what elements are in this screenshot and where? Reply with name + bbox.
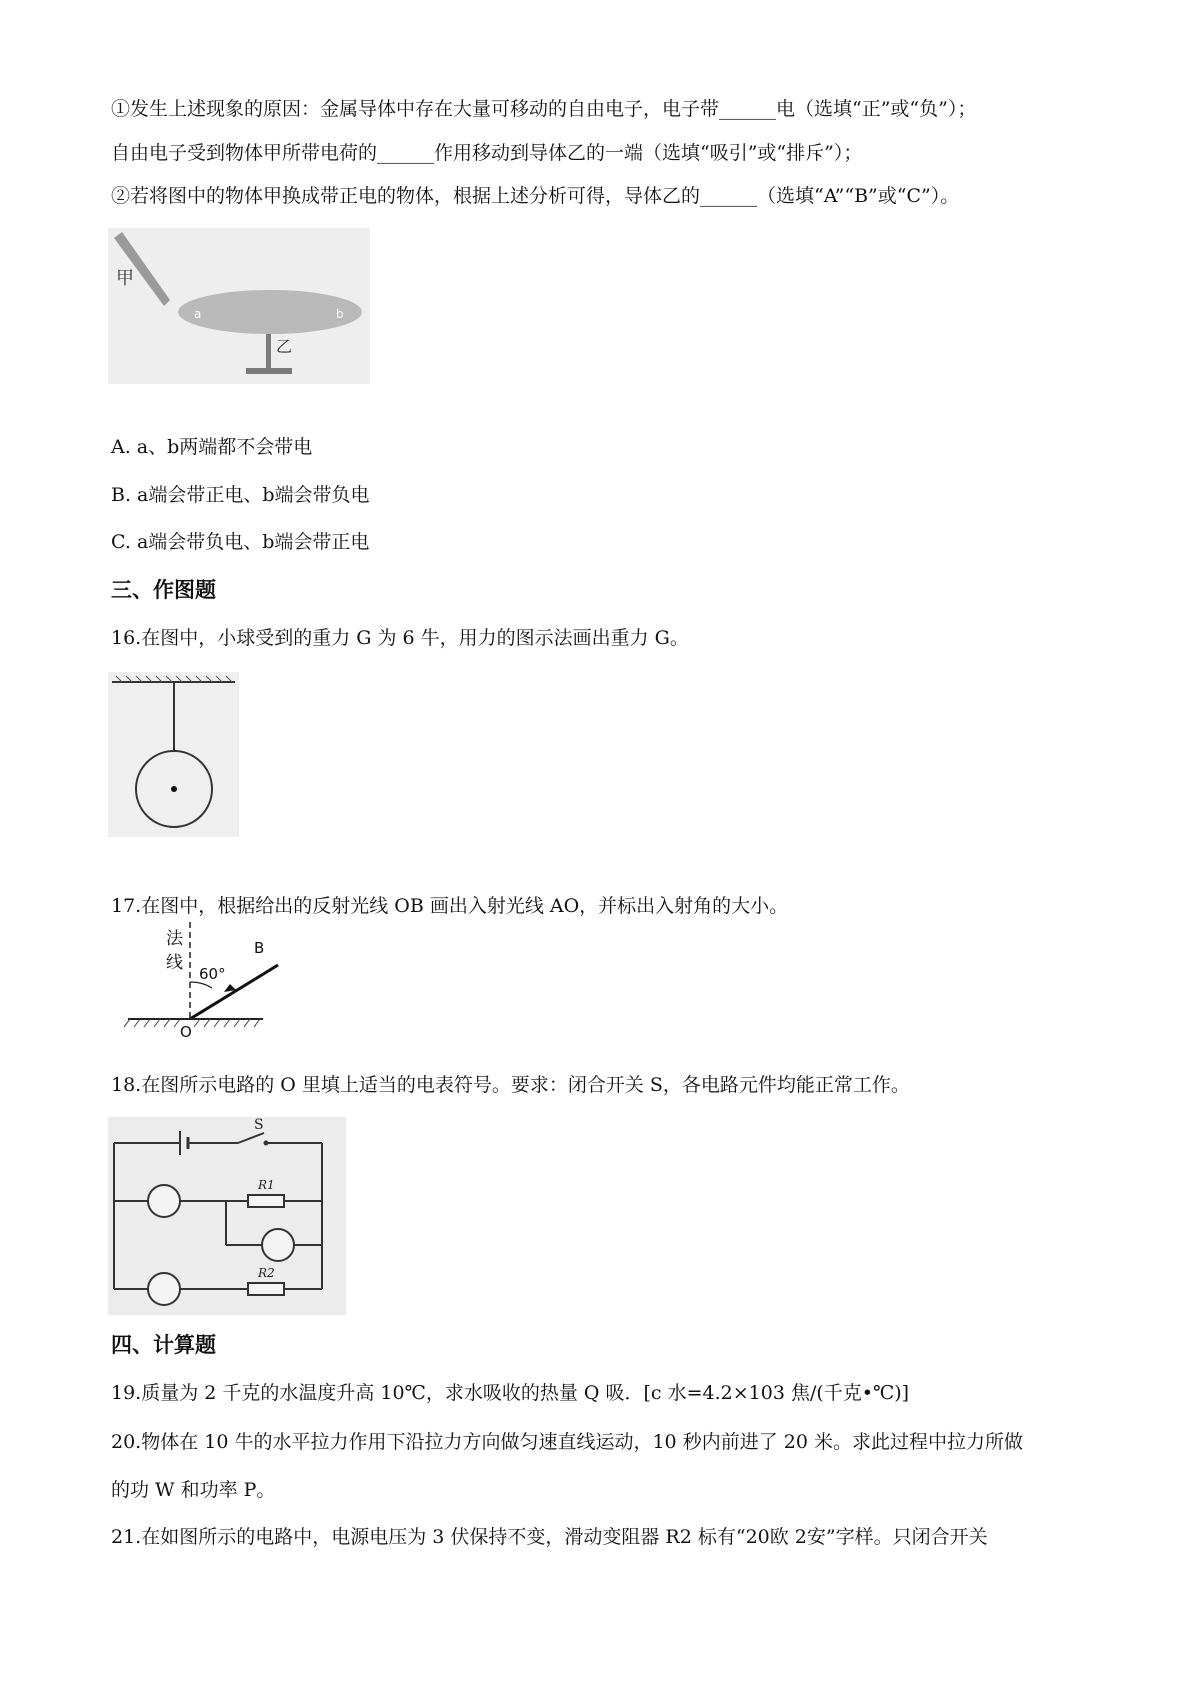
ball-center [171, 786, 177, 792]
q19-text: 19.质量为 2 千克的水温度升高 10℃，求水吸收的热量 Q 吸．[c 水=4.2×103 焦/(千克•℃)] [111, 1382, 910, 1404]
label-o: O [180, 1023, 192, 1041]
label-yi: 乙 [276, 337, 293, 356]
q15-option-b: B. a端会带正电、b端会带负电 [111, 484, 370, 506]
label-a: a [194, 307, 202, 321]
q20-line2: 的功 W 和功率 P。 [111, 1479, 276, 1501]
switch-contact [264, 1141, 269, 1146]
resistor-r2 [248, 1283, 284, 1295]
q21-line1: 21.在如图所示的电路中，电源电压为 3 伏保持不变，滑动变阻器 R2 标有“20欧 2安”字样。只闭合开关 [111, 1526, 988, 1548]
angle-label: 60° [199, 965, 226, 983]
q15-figure [108, 228, 370, 384]
q17-text: 17.在图中，根据给出的反射光线 OB 画出入射光线 AO，并标出入射角的大小。 [111, 895, 789, 917]
section3-title: 三、作图题 [111, 578, 216, 602]
label-b: B [254, 939, 265, 957]
r1-label: R1 [258, 1178, 275, 1192]
q15-part1-line1: ①发生上述现象的原因：金属导体中存在大量可移动的自由电子，电子带______电（选填“正”或“负”）； [111, 98, 977, 120]
q16-text: 16.在图中，小球受到的重力 G 为 6 牛，用力的图示法画出重力 G。 [111, 627, 689, 649]
meter-2 [262, 1229, 294, 1261]
label-b: b [336, 307, 344, 321]
meter-3 [148, 1273, 180, 1305]
meter-1 [148, 1185, 180, 1217]
q16-figure [108, 672, 239, 837]
switch-label: S [254, 1117, 264, 1133]
normal-label-1: 法 [166, 929, 183, 949]
resistor-r1 [248, 1195, 284, 1207]
r2-label: R2 [258, 1266, 275, 1280]
q15-part2-line: ②若将图中的物体甲换成带正电的物体，根据上述分析可得，导体乙的______（选填“A”“B”或“C”）。 [111, 185, 960, 207]
normal-label-2: 线 [166, 953, 183, 973]
q17-figure [128, 920, 265, 1041]
q20-line1: 20.物体在 10 牛的水平拉力作用下沿拉力方向做匀速直线运动，10 秒内前进了 20 米。求此过程中拉力所做 [111, 1431, 1023, 1453]
q18-text: 18.在图所示电路的 O 里填上适当的电表符号。要求：闭合开关 S，各电路元件均能正常工作。 [111, 1074, 910, 1096]
q18-figure [108, 1117, 346, 1315]
label-jia: 甲 [116, 268, 134, 289]
section4-title: 四、计算题 [111, 1333, 216, 1357]
q15-option-c: C. a端会带负电、b端会带正电 [111, 531, 370, 553]
q15-part1-line2: 自由电子受到物体甲所带电荷的______作用移动到导体乙的一端（选填“吸引”或“排斥”）； [111, 142, 863, 164]
q15-option-a: A. a、b两端都不会带电 [111, 436, 313, 458]
